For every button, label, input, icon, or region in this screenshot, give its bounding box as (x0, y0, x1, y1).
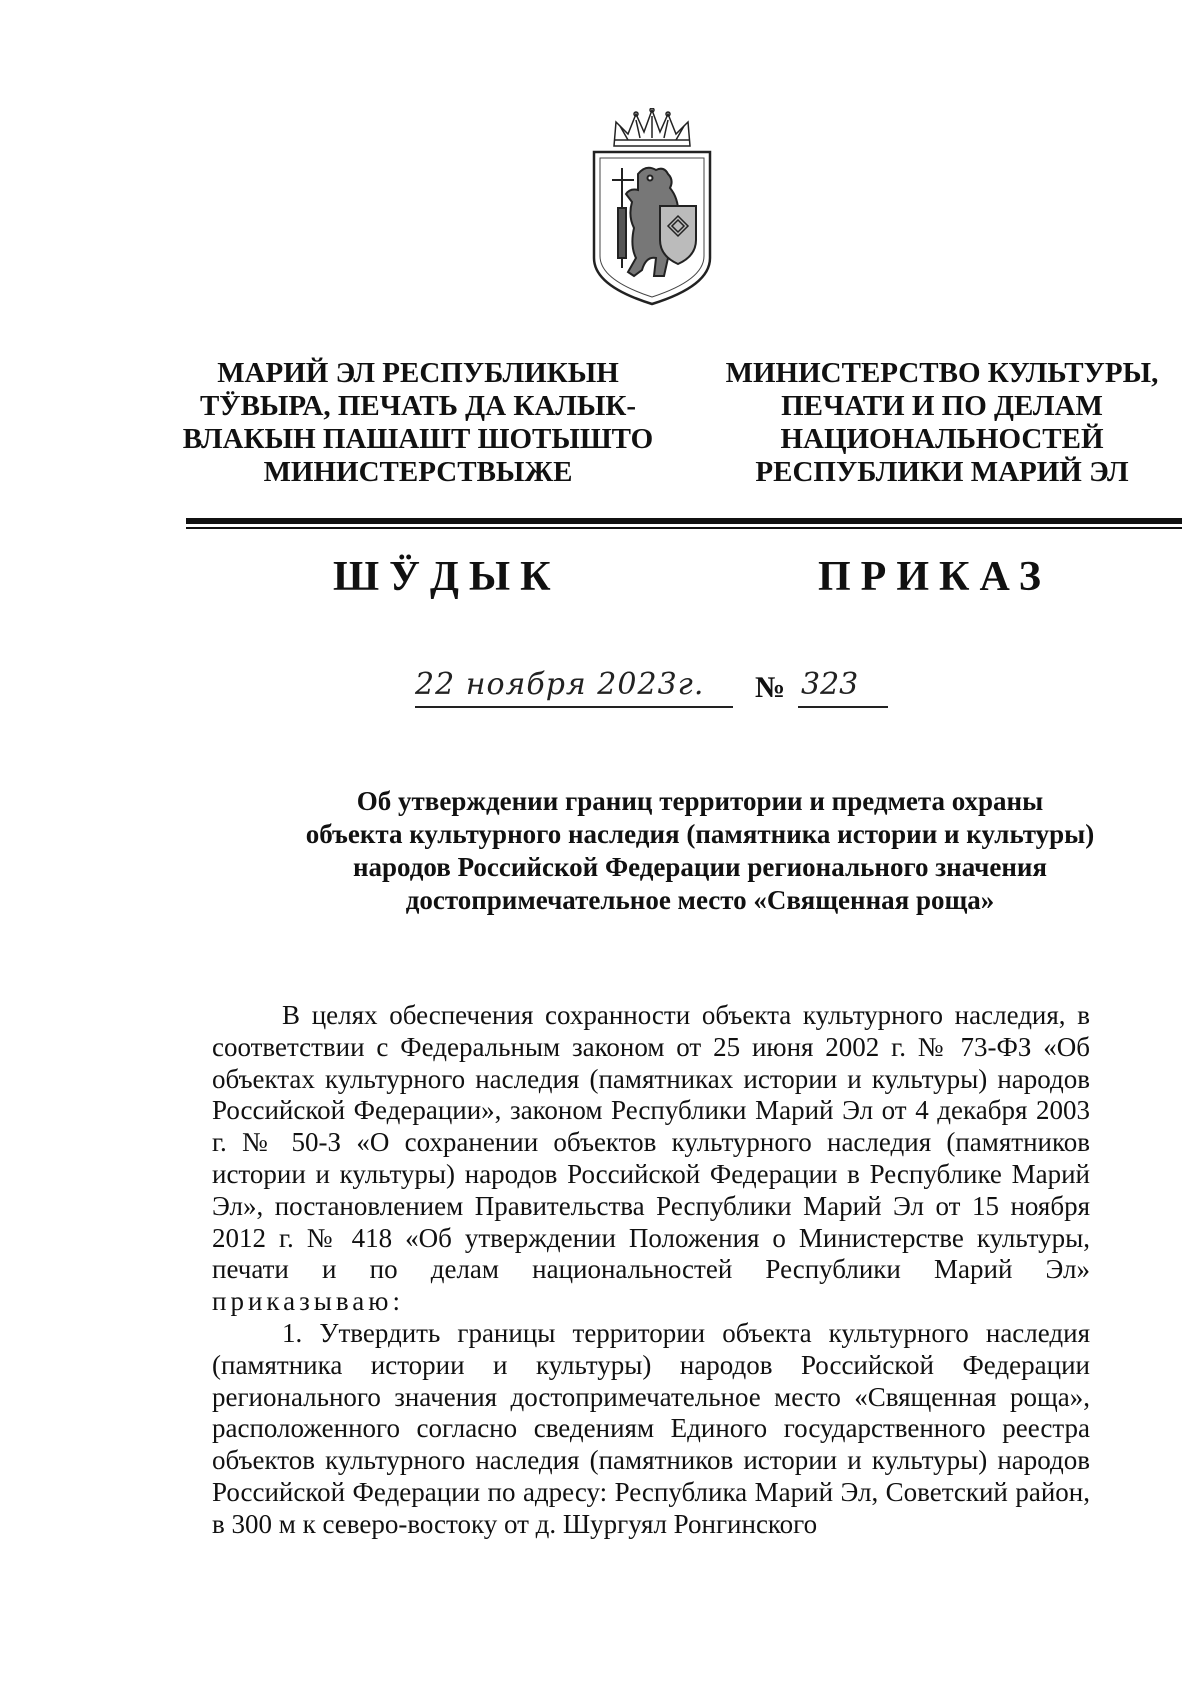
subject-line: народов Российской Федерации регионального значения (352, 852, 1048, 882)
doc-type-russian: ПРИКАЗ (818, 554, 1051, 600)
handwritten-number: 323 (801, 667, 859, 702)
subject-line: достопримечательное место «Священная роща» (405, 885, 995, 915)
date-number-line (415, 665, 1200, 725)
header-right-line: НАЦИОНАЛЬНОСТЕЙ (780, 423, 1104, 455)
item-1-paragraph: 1. Утвердить границы территории объекта культурного наследия (памятника истории и культуры) народов Российской Федерации регионального значения достопримечательное место «Священная роща», расположенного согласно сведениям Единого государственного реестра объектов культурного наследия (памятников истории и культуры) народов Российской Федерации по адресу: Республика Марий Эл, Советский район, в 300 м к северо-востоку от д. Шургуял Ронгинского (212, 1317, 1090, 1539)
header-divider-thin (186, 527, 1182, 529)
crown-icon (614, 108, 690, 146)
preamble-paragraph (212, 1000, 1090, 1318)
preamble-text: В целях обеспечения сохранности объекта культурного наследия, в соответствии с Федеральным законом от 25 июня 2002 г. № 73-ФЗ «Об объектах культурного наследия (памятниках истории и культуры) народов Российской Федерации», законом Республики Марий Эл от 4 декабря 2003 г. № 50-З «О сохранении объектов культурного наследия (памятников истории и культуры) народов Российской Федерации в Республике Марий Эл», постановлением Правительства Республики Марий Эл от 15 ноября 2012 г. № 418 «Об утверждении Положения о Министерстве культуры, печати и по делам национальностей Республики Марий Эл» (212, 1000, 1090, 1285)
order-body (212, 1000, 1090, 1541)
header-left-line: ВЛАКЫН ПАШАШТ ШОТЫШТО (182, 423, 654, 455)
handwritten-date: 22 ноября 2023г. (415, 667, 705, 702)
order-keyword: приказываю: (212, 1286, 404, 1317)
header-right-line: ПЕЧАТИ И ПО ДЕЛАМ (781, 390, 1103, 422)
number-underline (798, 706, 888, 708)
header-left-line: ТӰВЫРА, ПЕЧАТЬ ДА КАЛЫК- (199, 390, 637, 422)
header-left-mari (168, 357, 668, 489)
header-divider-thick (186, 518, 1182, 524)
header-right-russian (702, 357, 1182, 489)
number-sign: № (755, 671, 786, 704)
header-left-line: МИНИСТЕРСТВЫЖЕ (263, 456, 573, 488)
date-underline (415, 706, 733, 708)
header-left-line: МАРИЙ ЭЛ РЕСПУБЛИКЫН (217, 357, 619, 389)
doc-type-mari: ШӰДЫК (333, 554, 561, 600)
order-subject (200, 785, 1200, 917)
header-right-line: МИНИСТЕРСТВО КУЛЬТУРЫ, (725, 357, 1159, 389)
coat-of-arms-emblem (584, 108, 720, 308)
subject-line: объекта культурного наследия (памятника истории и культуры) (305, 819, 1095, 849)
header-right-line: РЕСПУБЛИКИ МАРИЙ ЭЛ (755, 456, 1129, 488)
subject-line: Об утверждении границ территории и предмета охраны (356, 786, 1044, 816)
